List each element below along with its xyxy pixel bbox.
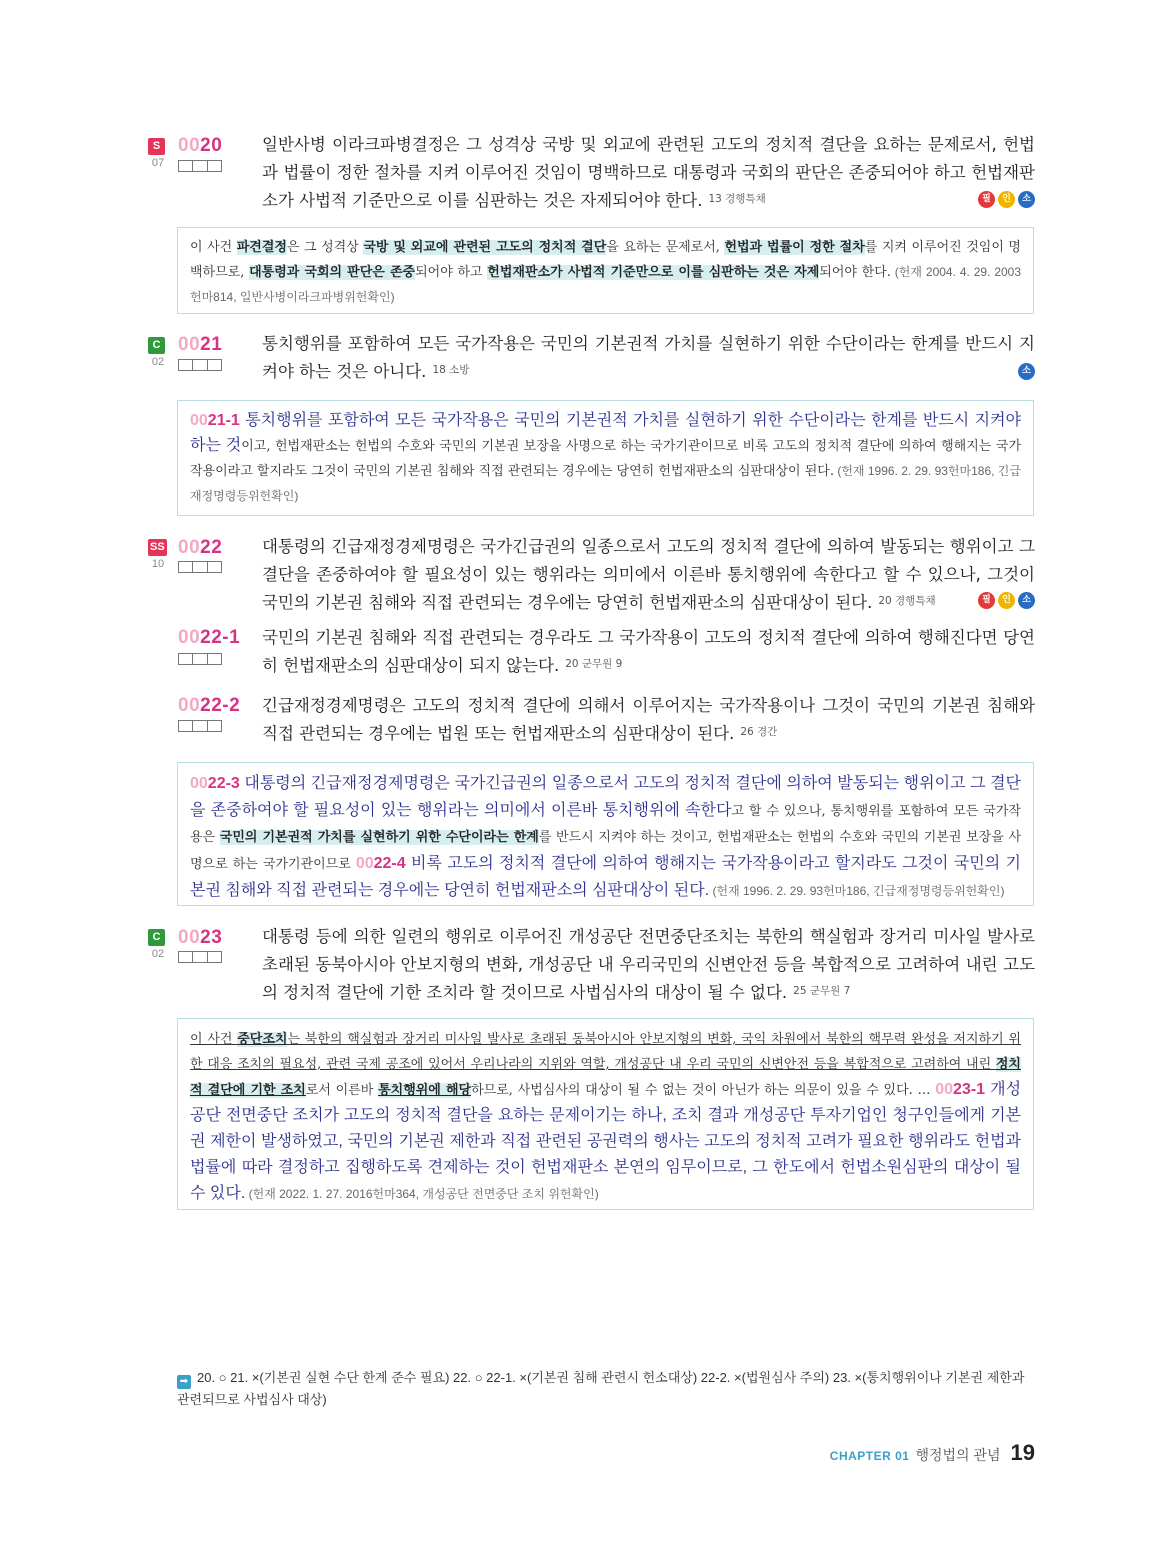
chapter-title: 행정법의 관념 [915, 1447, 1001, 1463]
question-source: 18 소방 [432, 364, 470, 376]
page-footer [830, 1440, 1035, 1466]
question-number: 0020 [178, 135, 223, 156]
question-text: 대통령의 긴급재정경제명령은 국가긴급권의 일종으로서 고도의 정치적 결단에 의하여 발동되는 행위이고 그 결단을 존중하여야 할 필요성이 있는 행위라는 의미에서 이른바 통치행위에 속한다고 할 수 있으나, 그것이 국민의 기본권 침해와 직접 관련되는 경우에는 당연히 헌법재판소의 심판대상이 된다. $^{20 경행특채}$ [262, 537, 1035, 612]
check-boxes[interactable] [178, 720, 222, 732]
exam-tags [1018, 363, 1035, 380]
arrow-right-icon: ➡ [177, 1375, 191, 1389]
check-boxes[interactable] [178, 160, 222, 172]
linked-number: 0022-3 [190, 775, 240, 792]
question-text: 국민의 기본권 침해와 직접 관련되는 경우라도 그 국가작용이 고도의 정치적 결단에 의하여 행해진다면 당연히 헌법재판소의 심판대상이 되지 않는다. $^{20 군무원 9}$ [262, 628, 1035, 675]
tag-pil-icon: 필 [978, 191, 995, 208]
question-source: 26 경간 [740, 726, 778, 738]
frequency-count: 07 [151, 157, 165, 169]
linked-number: 0022-4 [355, 855, 406, 872]
tag-so-icon: 소 [1018, 363, 1035, 380]
tag-in-icon: 인 [998, 592, 1015, 609]
explanation-21: 0021-1 통치행위를 포함하여 모든 국가작용은 국민의 기본권적 가치를 실현하기 위한 수단이라는 한계를 반드시 지켜야 하는 것이고, 헌법재판소는 헌법의 수호와 국민의 기본권 보장을 사명으로 하는 국가기관이므로 비록 고도의 정치적 결단에 의하여 행해지는 국가작용이라고 할지라도 그것이 국민의 기본권 침해와 직접 관련되는 경우에는 당연히 헌법재판소의 심판대상이 된다. (헌재 1996. 2. 29. 93헌마186, 긴급재정명령등위헌확인) [177, 400, 1034, 516]
question-number: 0021 [178, 334, 223, 355]
linked-number: 0023-1 [935, 1081, 986, 1098]
level-badge: SS [148, 539, 167, 556]
question-text: 긴급재정경제명령은 고도의 정치적 결단에 의해서 이루어지는 국가작용이나 그것이 국민의 기본권 침해와 직접 관련되는 경우에는 법원 또는 헌법재판소의 심판대상이 된다. $^{26 경간}$ [262, 696, 1035, 743]
linked-number: 0021-1 [190, 412, 240, 429]
question-source: 20 군무원 9 [565, 658, 623, 670]
tag-pil-icon: 필 [978, 592, 995, 609]
question-text: 통치행위를 포함하여 모든 국가작용은 국민의 기본권적 가치를 실현하기 위한 수단이라는 한계를 반드시 지켜야 하는 것은 아니다. $^{18 소방}$ [262, 334, 1035, 381]
frequency-count: 02 [151, 948, 165, 960]
exam-tags [978, 592, 1035, 609]
explanation-23: 이 사건 중단조치는 북한의 핵실험과 장거리 미사일 발사로 초래된 동북아시아 안보지형의 변화, 국익 차원에서 북한의 핵무력 완성을 저지하기 위한 대응 조치의 필요성, 관련 국제 공조에 있어서 우리나라의 지위와 역할, 개성공단 내 우리 국민의 신변안전 등을 복합적으로 고려하여 내린 정치적 결단에 기한 조치로서 이른바 통치행위에 해당하므로, 사법심사의 대상이 될 수 없는 것이 아닌가 하는 의문이 있을 수 있다. … 0023-1 개성공단 전면중단 조치가 고도의 정치적 결단을 요하는 문제이기는 하나, 조치 결과 개성공단 투자기업인 청구인들에게 기본권 제한이 발생하였고, 국민의 기본권 제한과 직접 관련된 공권력의 행사는 고도의 정치적 고려가 필요한 행위라도 헌법과 법률에 따라 결정하고 집행하도록 견제하는 것이 헌법재판소 본연의 임무이므로, 그 한도에서 헌법소원심판의 대상이 될 수 있다. (헌재 2022. 1. 27. 2016헌마364, 개성공단 전면중단 조치 위헌확인) [177, 1018, 1034, 1210]
question-number: 0022-1 [178, 627, 241, 648]
question-text: 대통령 등에 의한 일련의 행위로 이루어진 개성공단 전면중단조치는 북한의 핵실험과 장거리 미사일 발사로 초래된 동북아시아 안보지형의 변화, 개성공단 내 우리국민의 신변안전 등을 복합적으로 고려하여 내린 고도의 정치적 결단에 기한 조치라 할 것이므로 사법심사의 대상이 될 수 없다. $^{25 군무원 7}$ [262, 927, 1035, 1002]
level-badge: S [148, 138, 165, 155]
tag-so-icon: 소 [1018, 191, 1035, 208]
level-badge: C [148, 337, 165, 354]
question-number: 0023 [178, 927, 223, 948]
question-text: 일반사병 이라크파병결정은 그 성격상 국방 및 외교에 관련된 고도의 정치적 결단을 요하는 문제로서, 헌법과 법률이 정한 절차를 지켜 이루어진 것임이 명백하므로 대통령과 국회의 판단은 존중되어야 하고 헌법재판소가 사법적 기준만으로 이를 심판하는 것은 자제되어야 한다. $^{13 경행특채}$ [262, 135, 1035, 210]
question-number: 0022-2 [178, 695, 241, 716]
level-badge: C [148, 929, 165, 946]
check-boxes[interactable] [178, 951, 222, 963]
frequency-count: 10 [151, 558, 165, 570]
page-number: 19 [1010, 1440, 1035, 1465]
answer-key: ➡ 20. ○ 21. ×(기본권 실현 수단 한계 준수 필요) 22. ○ 22-1. ×(기본권 침해 관련시 헌소대상) 22-2. ×(법원심사 주의) 23. ×(통치행위이나 기본권 제한과 관련되므로 사법심사 대상) [177, 1370, 1025, 1407]
check-boxes[interactable] [178, 561, 222, 573]
chapter-label: CHAPTER 01 [829, 1449, 910, 1463]
tag-in-icon: 인 [998, 191, 1015, 208]
explanation-20: 이 사건 파견결정은 그 성격상 국방 및 외교에 관련된 고도의 정치적 결단을 요하는 문제로서, 헌법과 법률이 정한 절차를 지켜 이루어진 것임이 명백하므로, 대통령과 국회의 판단은 존중되어야 하고 헌법재판소가 사법적 기준만으로 이를 심판하는 것은 자제되어야 한다. (헌재 2004. 4. 29. 2003헌마814, 일반사병이라크파병위헌확인) [177, 227, 1034, 314]
question-source: 25 군무원 7 [793, 985, 851, 997]
check-boxes[interactable] [178, 359, 222, 371]
question-number: 0022 [178, 537, 223, 558]
frequency-count: 02 [151, 356, 165, 368]
exam-tags [978, 191, 1035, 208]
question-source: 20 경행특채 [878, 595, 936, 607]
question-source: 13 경행특채 [708, 193, 766, 205]
explanation-22: 0022-3 대통령의 긴급재정경제명령은 국가긴급권의 일종으로서 고도의 정치적 결단에 의하여 발동되는 행위이고 그 결단을 존중하여야 할 필요성이 있는 행위라는 의미에서 이른바 통치행위에 속한다고 할 수 있으나, 통치행위를 포함하여 모든 국가작용은 국민의 기본권적 가치를 실현하기 위한 수단이라는 한계를 반드시 지켜야 하는 것이고, 헌법재판소는 헌법의 수호와 국민의 기본권 보장을 사명으로 하는 국가기관이므로 0022-4 비록 고도의 정치적 결단에 의하여 행해지는 국가작용이라고 할지라도 그것이 국민의 기본권 침해와 직접 관련되는 경우에는 당연히 헌법재판소의 심판대상이 된다. (헌재 1996. 2. 29. 93헌마186, 긴급재정명령등위헌확인) [177, 762, 1034, 906]
tag-so-icon: 소 [1018, 592, 1035, 609]
check-boxes[interactable] [178, 653, 222, 665]
